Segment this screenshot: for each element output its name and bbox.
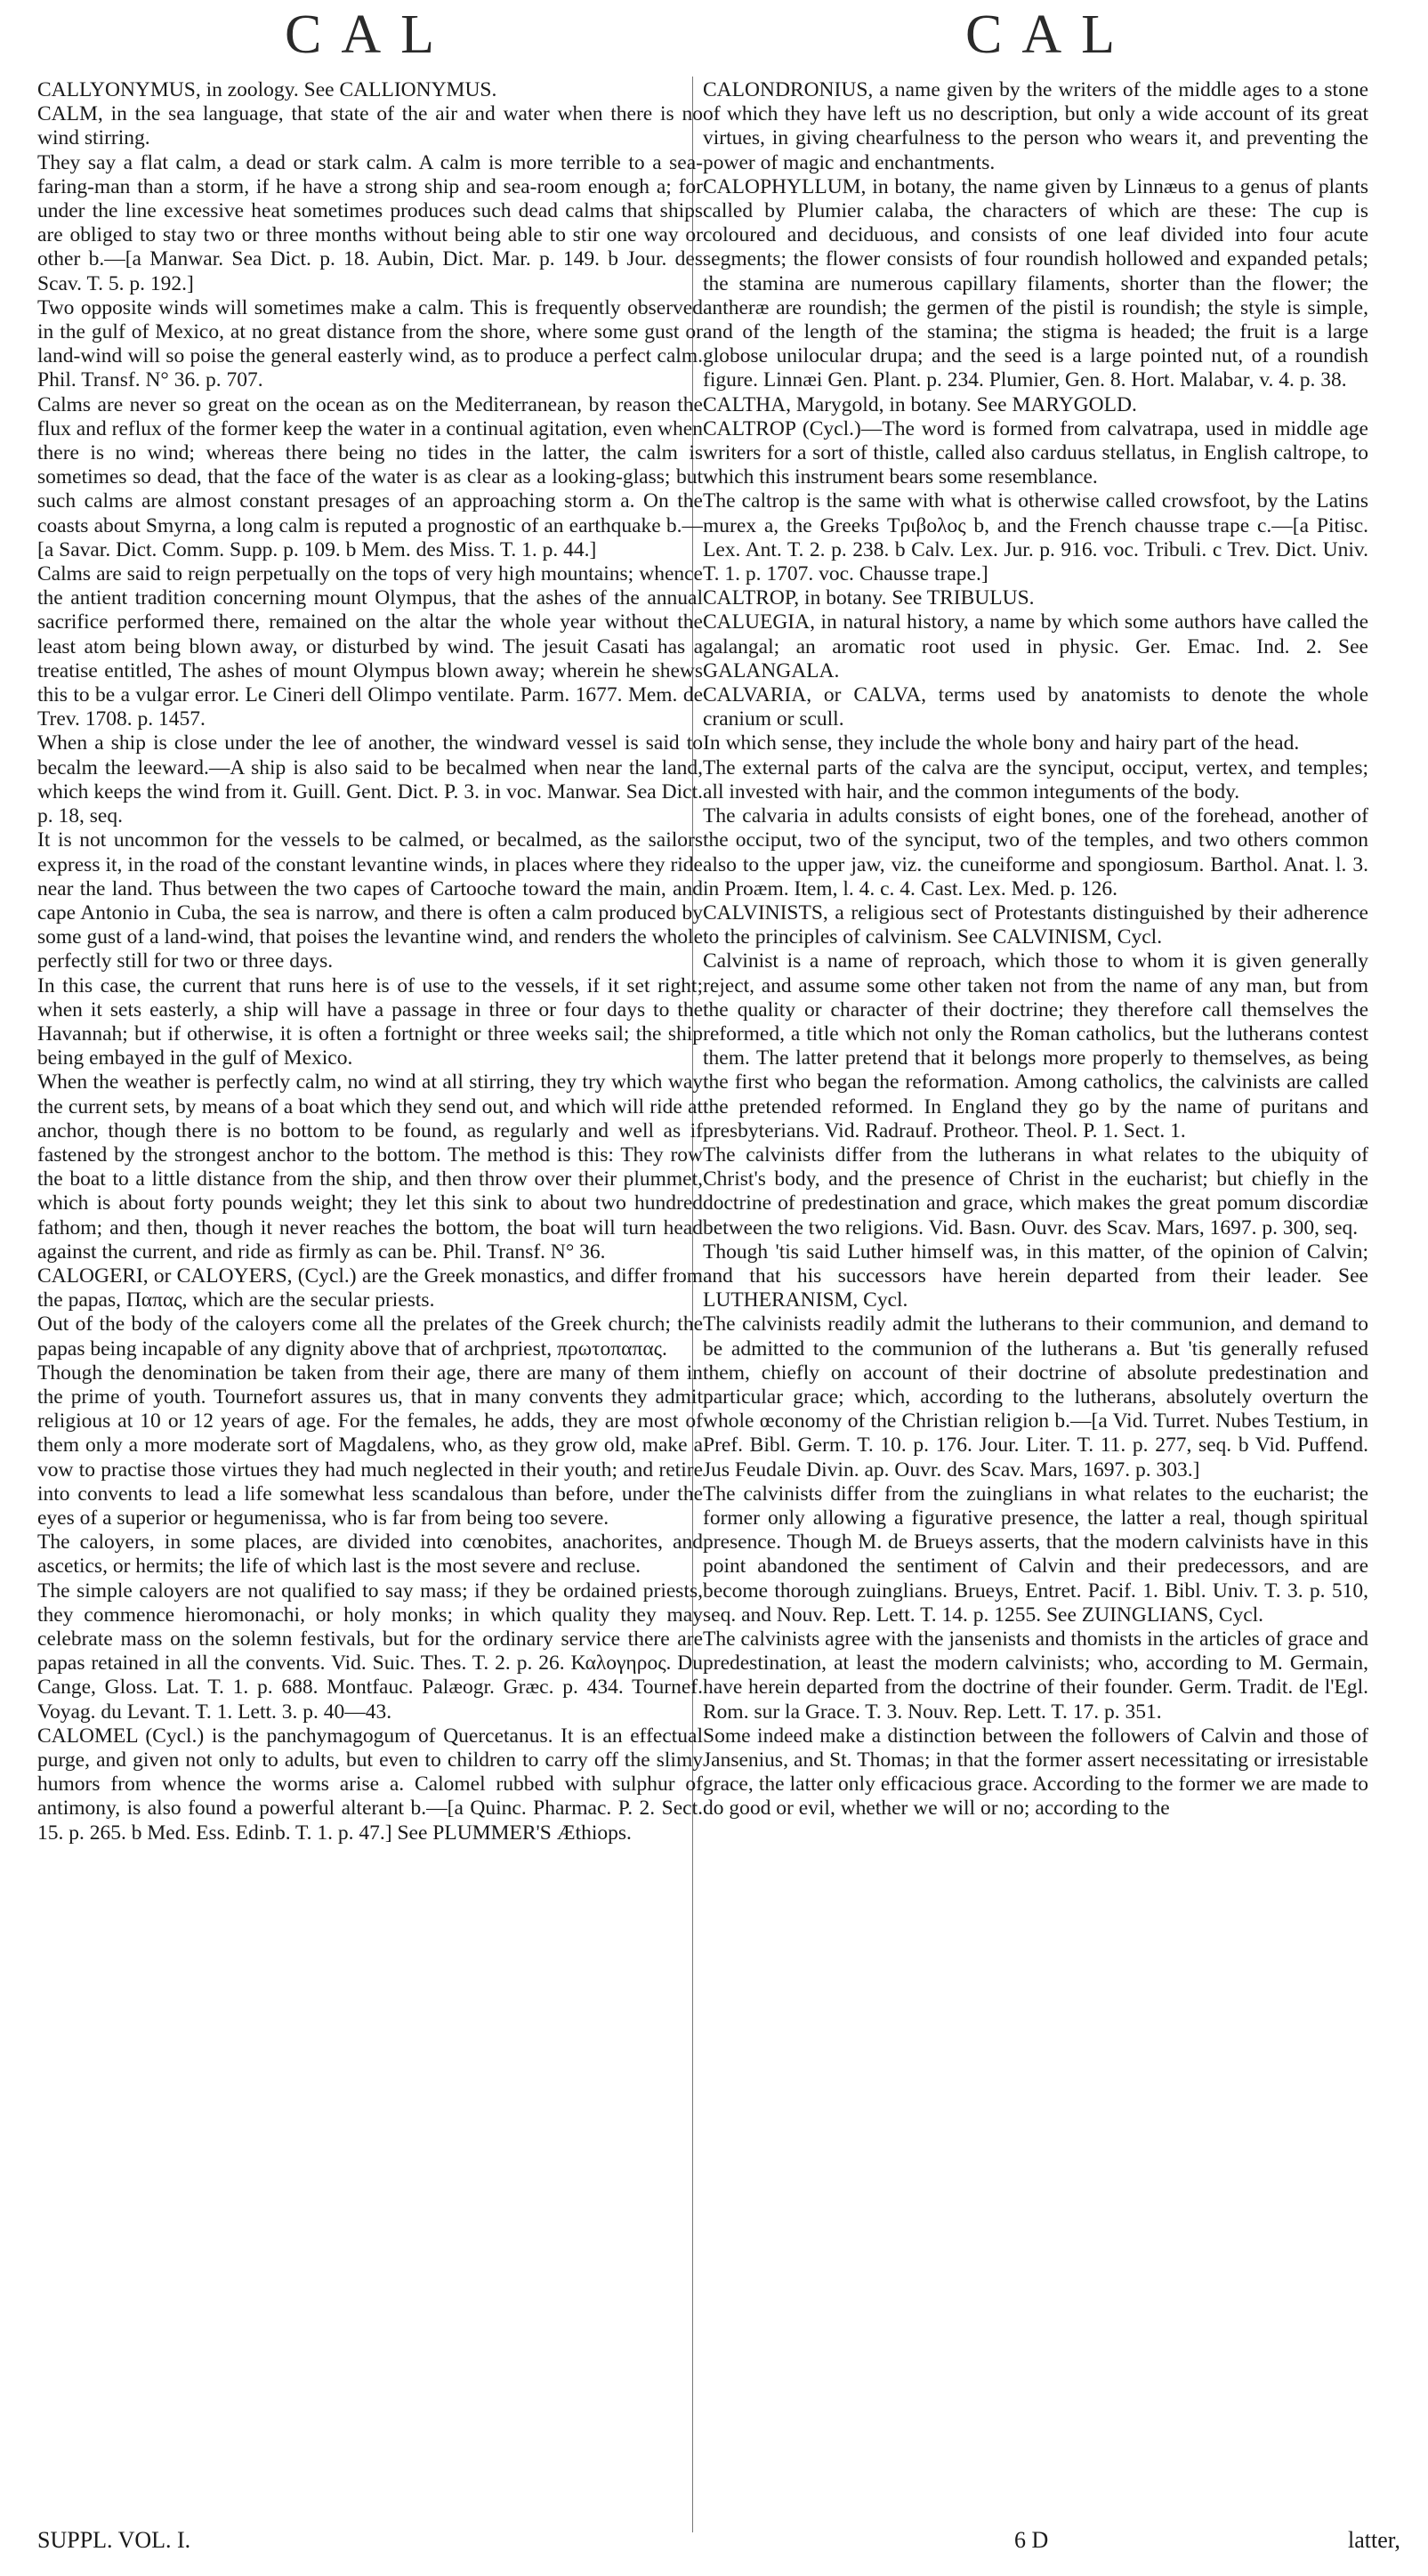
paragraph: CALUEGIA, in natural history, a name by which some authors have called the galangal; an aromatic root used in physic. Ger. Emac. Ind. 2. See GALANGALA. <box>703 610 1368 682</box>
paragraph: The calvaria in adults consists of eight bones, one of the forehead, another of the occiput, two of the synciput, two of the temples, and two others common also to the upper jaw, viz. the cuneiforme and spongiosum. Barthol. Anat. l. 3. in Proæm. Item, l. 4. c. 4. Cast. Lex. Med. p. 126. <box>703 804 1368 900</box>
paragraph: Some indeed make a distinction between the followers of Calvin and those of Jansenius, and St. Thomas; in that the former assert necessitating or irresistable grace, the latter only efficacious grace. According to the former we are made to do good or evil, whether we will or no; according to the <box>703 1724 1368 1821</box>
paragraph: CALOGERI, or CALOYERS, (Cycl.) are the Greek monastics, and differ from the papas, Παπας, which are the secular priests. <box>37 1264 703 1312</box>
paragraph: CALONDRONIUS, a name given by the writers of the middle ages to a stone of which they have left us no description, but only a wide account of its great virtues, in giving chearfulness to the person who wears it, and preventing the power of magic and enchantments. <box>703 78 1368 174</box>
catchword: latter, <box>1348 2527 1400 2553</box>
paragraph: Calms are said to reign perpetually on the tops of very high mountains; whence the antient tradition concerning mount Olympus, that the ashes of the annual sacrifice performed there, remained on the altar the whole year without the least atom being blown away, or disturbed by wind. The jesuit Casati has a treatise entitled, The ashes of mount Olympus blown away; wherein he shews this to be a vulgar error. Le Cineri dell Olimpo ventilate. Parm. 1677. Mem. de Trev. 1708. p. 1457. <box>37 562 703 731</box>
gathering-mark: 6 D <box>1014 2527 1049 2553</box>
running-head-right: CAL <box>965 4 1134 65</box>
paragraph: CALVINISTS, a religious sect of Protestants distinguished by their adherence to the principles of calvinism. See CALVINISM, Cycl. <box>703 900 1368 949</box>
paragraph: CALTROP, in botany. See TRIBULUS. <box>703 586 1035 610</box>
paragraph: CALLYONYMUS, in zoology. See CALLIONYMUS. <box>37 78 497 101</box>
paragraph: The calvinists differ from the lutherans in what relates to the ubiquity of Christ's body, and the presence of Christ in the eucharist; but chiefly in the doctrine of predestination and grace, which makes the great pomum discordiæ between the two religions. Vid. Basn. Ouvr. des Scav. Mars, 1697. p. 300, seq. <box>703 1143 1368 1240</box>
left-column <box>37 78 703 2516</box>
paragraph: Calvinist is a name of reproach, which those to whom it is given generally reject, and assume some other taken not from the name of any man, but from the quality or character of their doctrine; they therefore call themselves the reformed, a title which not only the Roman catholics, but the lutherans contest them. The latter pretend that it belongs more properly to themselves, as being the first who began the reformation. Among catholics, the calvinists are called the pretended reformed. In England they go by the name of puritans and presbyterians. Vid. Radrauf. Protheor. Theol. P. 1. Sect. 1. <box>703 949 1368 1143</box>
paragraph: Two opposite winds will sometimes make a calm. This is frequently observed in the gulf of Mexico, at no great distance from the shore, where some gust or land-wind will so poise the general easterly wind, as to produce a perfect calm. Phil. Transf. N° 36. p. 707. <box>37 295 703 392</box>
paragraph: Out of the body of the caloyers come all the prelates of the Greek church; the papas being incapable of any dignity above that of archpriest, πρωτοπαπας. <box>37 1312 703 1361</box>
paragraph: They say a flat calm, a dead or stark calm. A calm is more terrible to a sea-faring-man than a storm, if he have a strong ship and sea-room enough a; for under the line excessive heat sometimes produces such dead calms that ships are obliged to stay two or three months without being able to stir one way or other b.—[a Manwar. Sea Dict. p. 18. Aubin, Dict. Mar. p. 149. b Jour. des Scav. T. 5. p. 192.] <box>37 150 703 295</box>
running-head-left: CAL <box>285 4 454 65</box>
paragraph: The calvinists readily admit the lutherans to their communion, and demand to be admitted to the communion of the lutherans a. But 'tis generally refused them, chiefly on account of their doctrine of absolute predestination and particular grace; which, according to the lutherans, absolutely overturn the whole œconomy of the Christian religion b.—[a Vid. Turret. Nubes Testium, in Pref. Bibl. Germ. T. 10. p. 176. Jour. Liter. T. 11. p. 277, seq. b Vid. Puffend. Jus Feudale Divin. ap. Ouvr. des Scav. Mars, 1697. p. 303.] <box>703 1312 1368 1482</box>
paragraph: In this case, the current that runs here is of use to the vessels, if it set right; when it sets easterly, a ship will have a passage in three or four days to the Havannah; but if otherwise, it is often a fortnight or three weeks sail; the ship being embayed in the gulf of Mexico. <box>37 973 703 1070</box>
paragraph: When the weather is perfectly calm, no wind at all stirring, they try which way the current sets, by means of a boat which they send out, and which will ride at anchor, though there is no bottom to be found, as regularly and well as if fastened by the strongest anchor to the bottom. The method is this: They row the boat to a little distance from the ship, and then throw over their plummet, which is about forty pounds weight; they let this sink to about two hundred fathom; and then, though it never reaches the bottom, the boat will turn head against the current, and ride as firmly as can be. Phil. Transf. N° 36. <box>37 1070 703 1264</box>
paragraph: Calms are never so great on the ocean as on the Mediterranean, by reason the flux and reflux of the former keep the water in a continual agitation, even when there is no wind; whereas there being no tides in the latter, the calm is sometimes so dead, that the face of the water is as clear as a looking-glass; but such calms are almost constant presages of an approaching storm a. On the coasts about Smyrna, a long calm is reputed a prognostic of an earthquake b.—[a Savar. Dict. Comm. Supp. p. 109. b Mem. des Miss. T. 1. p. 44.] <box>37 392 703 561</box>
paragraph: Though 'tis said Luther himself was, in this matter, of the opinion of Calvin; and that his successors have herein departed from their leader. See LUTHERANISM, Cycl. <box>703 1240 1368 1312</box>
signature-line: SUPPL. VOL. I. <box>37 2527 191 2553</box>
paragraph: CALOMEL (Cycl.) is the panchymagogum of Quercetanus. It is an effectual purge, and given not only to adults, but even to children to carry off the slimy humors from whence the worms arise a. Calomel rubbed with sulphur of antimony, is also found a powerful alterant b.—[a Quinc. Pharmac. P. 2. Sect. 15. p. 265. b Med. Ess. Edinb. T. 1. p. 47.] See PLUMMER'S Æthiops. <box>37 1724 703 1845</box>
paragraph: Though the denomination be taken from their age, there are many of them in the prime of youth. Tournefort assures us, that in many convents they admit religious at 10 or 12 years of age. For the females, he adds, they are most of them only a more moderate sort of Magdalens, who, as they grow old, make a vow to practise those virtues they had much neglected in their youth; and retire into convents to lead a life somewhat less scandalous than before, under the eyes of a superior or hegumenissa, who is far from being too severe. <box>37 1361 703 1530</box>
paragraph: The external parts of the calva are the synciput, occiput, vertex, and temples; all invested with hair, and the common integuments of the body. <box>703 755 1368 803</box>
paragraph: CALVARIA, or CALVA, terms used by anatomists to denote the whole cranium or scull. <box>703 683 1368 731</box>
paragraph: The calvinists differ from the zuinglians in what relates to the eucharist; the former only allowing a figurative presence, the latter a real, though spiritual presence. Though M. de Brueys asserts, that the modern calvinists have in this point abandoned the sentiment of Calvin and their predecessors, and are become thorough zuinglians. Brueys, Entret. Pacif. 1. Bibl. Univ. T. 3. p. 510, seq. and Nouv. Rep. Lett. T. 14. p. 1255. See ZUINGLIANS, Cycl. <box>703 1482 1368 1627</box>
paragraph: CALTHA, Marygold, in botany. See MARYGOLD. <box>703 392 1137 416</box>
paragraph: The simple caloyers are not qualified to say mass; if they be ordained priests, they commence hieromonachi, or holy monks; in which quality they may celebrate mass on the solemn festivals, but for the ordinary service there are papas retained in all the convents. Vid. Suic. Thes. T. 2. p. 26. Καλογηρος. Du Cange, Gloss. Lat. T. 1. p. 688. Montfauc. Palæogr. Græc. p. 434. Tournef. Voyag. du Levant. T. 1. Lett. 3. p. 40—43. <box>37 1579 703 1724</box>
paragraph: CALM, in the sea language, that state of the air and water when there is no wind stirring. <box>37 102 703 150</box>
paragraph: It is not uncommon for the vessels to be calmed, or becalmed, as the sailors express it, in the road of the constant levantine winds, in places where they ride near the land. Thus between the two capes of Cartooche toward the main, and cape Antonio in Cuba, the sea is narrow, and there is often a calm produced by some gust of a land-wind, that poises the levantine wind, and renders the whole perfectly still for two or three days. <box>37 828 703 973</box>
paragraph: The caloyers, in some places, are divided into cœnobites, anachorites, and ascetics, or hermits; the life of which last is the most severe and recluse. <box>37 1530 703 1579</box>
paragraph: When a ship is close under the lee of another, the windward vessel is said to becalm the leeward.—A ship is also said to be becalmed when near the land, which keeps the wind from it. Guill. Gent. Dict. P. 3. in voc. Manwar. Sea Dict. p. 18, seq. <box>37 731 703 828</box>
paragraph: The caltrop is the same with what is otherwise called crowsfoot, by the Latins murex a, the Greeks Τριβολος b, and the French chausse trape c.—[a Pitisc. Lex. Ant. T. 2. p. 238. b Calv. Lex. Jur. p. 916. voc. Tribuli. c Trev. Dict. Univ. T. 1. p. 1707. voc. Chausse trape.] <box>703 489 1368 586</box>
paragraph: CALOPHYLLUM, in botany, the name given by Linnæus to a genus of plants called by Plumier calaba, the characters of which are these: The cup is coloured and deciduous, and consists of one leaf divided into four acute segments; the flower consists of four roundish hollowed and expanded petals; the stamina are numerous capillary filaments, shorter than the flower; the antheræ are roundish; the germen of the pistil is roundish; the style is simple, and of the length of the stamina; the stigma is headed; the fruit is a large globose unilocular drupa; and the seed is a large pointed nut, of a roundish figure. Linnæi Gen. Plant. p. 234. Plumier, Gen. 8. Hort. Malabar, v. 4. p. 38. <box>703 174 1368 392</box>
paragraph: In which sense, they include the whole bony and hairy part of the head. <box>703 731 1300 755</box>
paragraph: The calvinists agree with the jansenists and thomists in the articles of grace and predestination, at least the modern calvinists; who, according to M. Germain, have herein departed from the doctrine of their founder. Germ. Tradit. de l'Egl. Rom. sur la Grace. T. 3. Nouv. Rep. Lett. T. 17. p. 351. <box>703 1627 1368 1724</box>
right-column <box>703 78 1368 2516</box>
paragraph: CALTROP (Cycl.)—The word is formed from calvatrapa, used in middle age writers for a sort of thistle, called also carduus stellatus, in English caltrope, to which this instrument bears some resemblance. <box>703 416 1368 489</box>
